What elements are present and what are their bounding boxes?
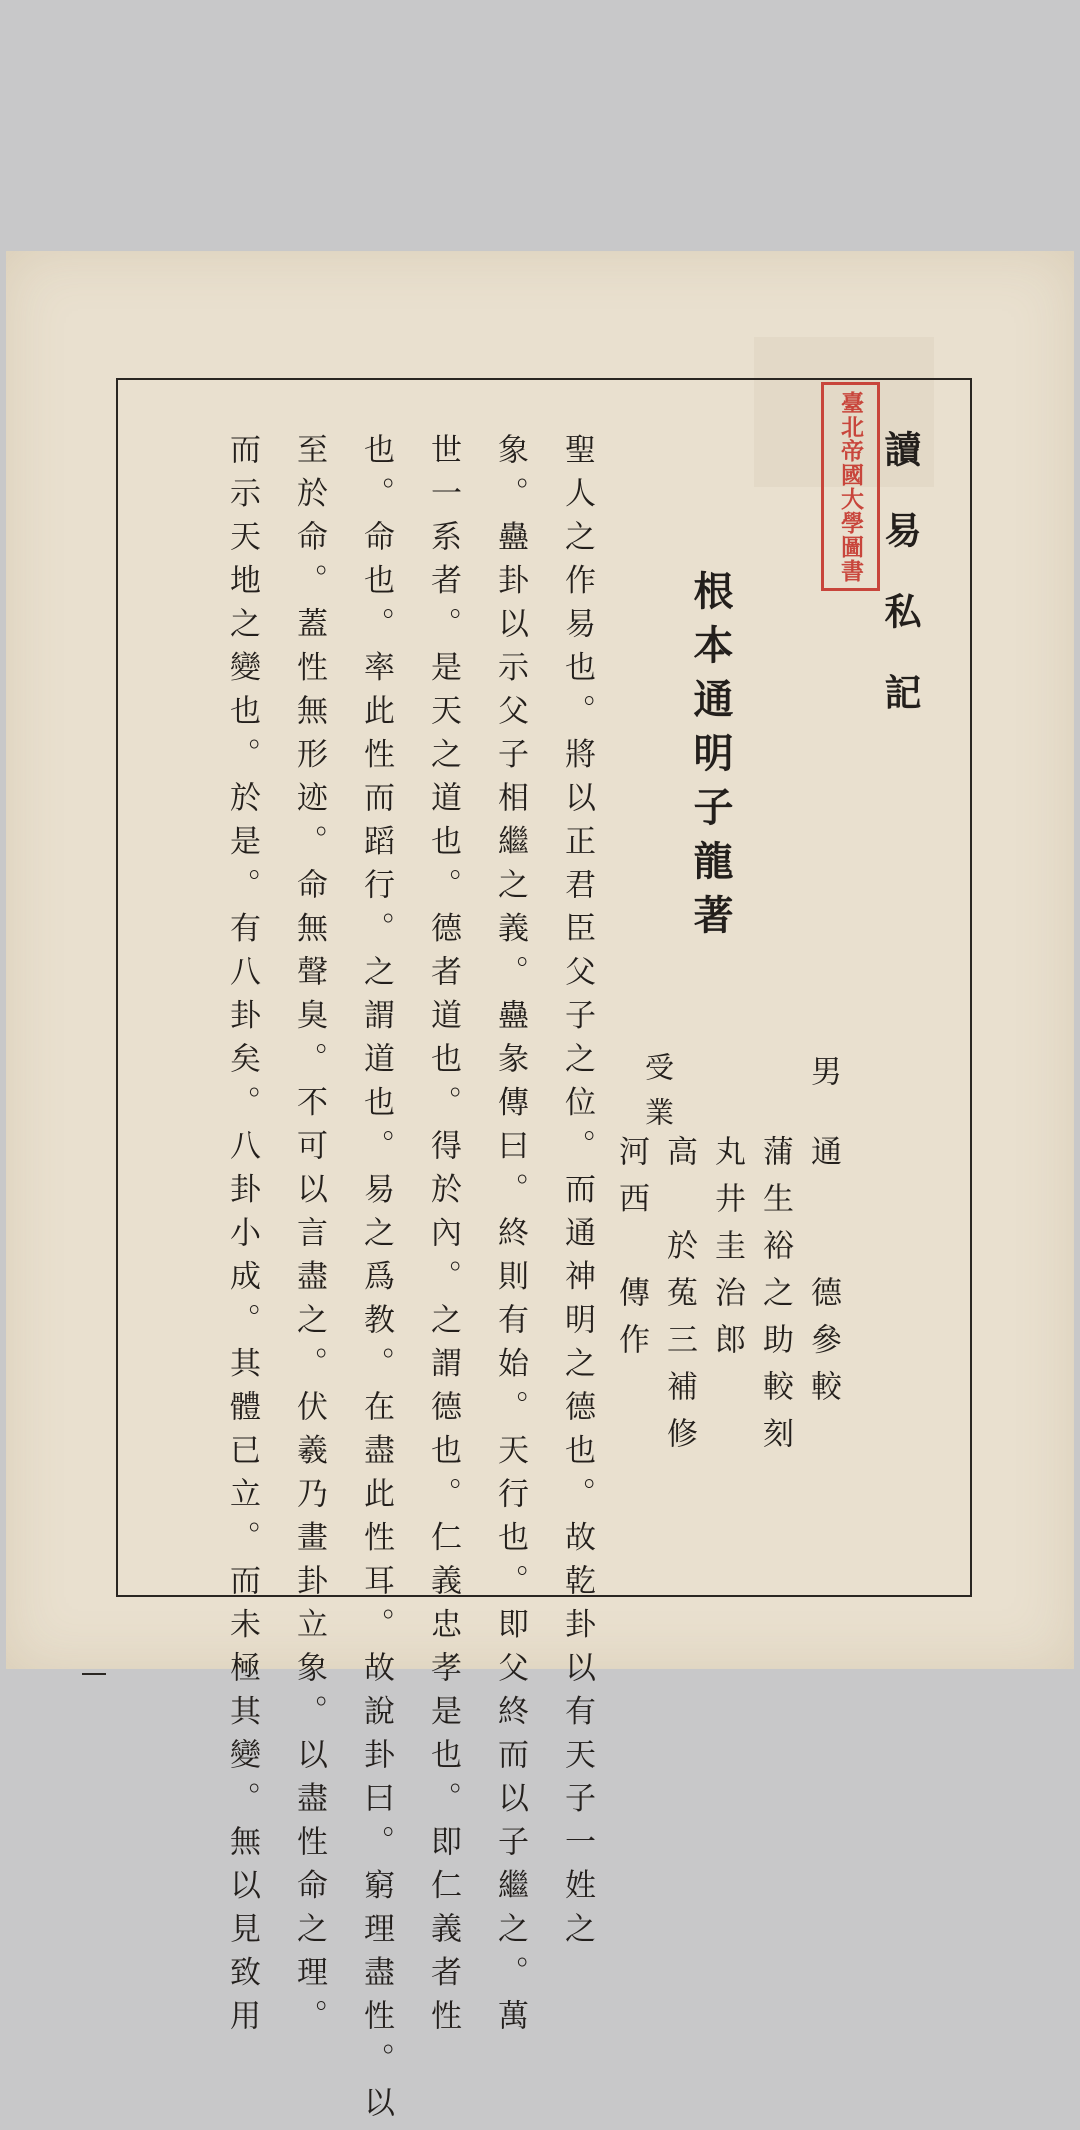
body-column-2: 象。蠱卦以示父子相繼之義。蠱彖傳曰。終則有始。天行也。即父終而以子繼之。萬 [492, 433, 528, 2043]
text-frame [116, 378, 972, 2130]
book-title: 讀易私記 [878, 430, 922, 754]
credit-line3: 丸井圭治郎 [709, 1135, 745, 1370]
credit-line1: 通 德參較 [805, 1135, 841, 1417]
seal-text: 臺北帝國大學圖書 [837, 390, 864, 583]
credit-role: 受業 [641, 1052, 675, 1142]
book-page [6, 251, 1074, 2130]
body-column-4: 也。命也。率此性而蹈行。之謂道也。易之爲教。在盡此性耳。故說卦曰。窮理盡性。以 [358, 433, 394, 2130]
body-column-1: 聖人之作易也。將以正君臣父子之位。而通神明之德也。故乾卦以有天子一姓之 [559, 433, 595, 1956]
credit-son: 男 [805, 1055, 841, 1102]
body-column-3: 世一系者。是天之道也。德者道也。得於內。之謂德也。仁義忠孝是也。即仁義者性 [425, 433, 461, 2043]
folio-number [82, 1673, 106, 1675]
credit-line2: 蒲生裕之助較刻 [757, 1135, 793, 1464]
credit-line5: 河西 傳作 [613, 1135, 649, 1370]
author-line: 根本通明子龍著 [687, 570, 734, 948]
credit-line4: 高 於菟三補修 [661, 1135, 697, 1464]
body-column-6: 而示天地之變也。於是。有八卦矣。八卦小成。其體已立。而未極其變。無以見致用 [224, 433, 260, 2043]
body-column-5: 至於命。蓋性無形迹。命無聲臭。不可以言盡之。伏羲乃畫卦立象。以盡性命之理。 [291, 433, 327, 2043]
